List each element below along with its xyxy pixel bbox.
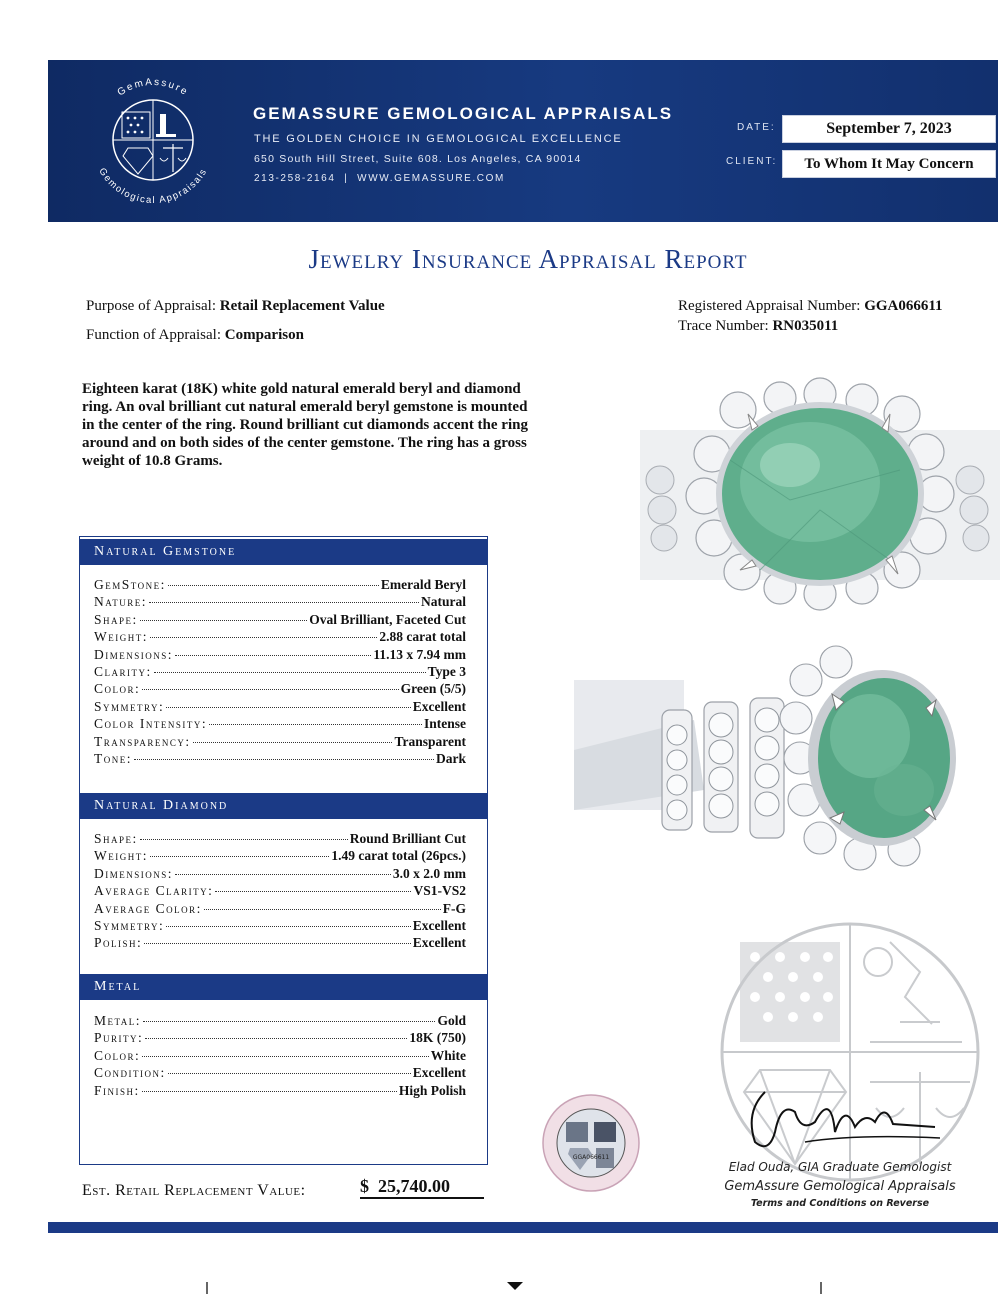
company-name: GEMASSURE GEMOLOGICAL APPRAISALS: [253, 104, 674, 123]
spec-value: Natural: [421, 594, 466, 610]
date-value: September 7, 2023: [782, 115, 996, 143]
spec-value: Green (5/5): [400, 681, 466, 697]
page-down-icon[interactable]: [505, 1280, 525, 1292]
spec-row: [94, 901, 466, 918]
dot-leader: [175, 655, 371, 656]
trace-number-value: RN035011: [772, 318, 839, 334]
registered-number-label: Registered Appraisal Number:: [678, 298, 861, 314]
spec-value: Excellent: [412, 1065, 466, 1081]
spec-label: Symmetry:: [94, 698, 165, 714]
metal-section-title: Metal: [80, 974, 487, 1000]
dot-leader: [175, 874, 391, 875]
dot-leader: [142, 1091, 397, 1092]
spec-value: Type 3: [427, 664, 466, 679]
spec-value: White: [430, 1047, 466, 1063]
spec-row: [94, 1048, 466, 1065]
spec-label: Shape:: [94, 611, 138, 627]
spec-label: Polish:: [94, 935, 143, 951]
value-amount: 25,740.00: [378, 1176, 450, 1196]
dot-leader: [142, 1056, 428, 1057]
spec-label: GemStone:: [94, 577, 166, 592]
ring-photo-top: [640, 370, 1000, 620]
footer-band: [48, 1222, 998, 1233]
spec-value: 2.88 carat total: [379, 629, 466, 645]
item-description: Eighteen karat (18K) white gold natural emerald beryl and diamond ring. An oval brilliant cut natural emerald beryl gemstone is mounted in the center of the ring. Round brilliant cut diamonds accent the ring around and on both sides of the center gemstone. The ring has a gross weight of 10.8 Grams.: [82, 381, 528, 469]
spec-label: Condition:: [94, 1065, 166, 1081]
dot-leader: [144, 943, 410, 944]
spec-label: Color Intensity:: [94, 716, 208, 732]
ring-photo-side: [574, 640, 974, 880]
spec-value: Gold: [437, 1013, 466, 1028]
spec-value: 18K (750): [409, 1030, 466, 1046]
dot-leader: [168, 1073, 411, 1074]
dot-leader: [204, 909, 441, 910]
tagline: THE GOLDEN CHOICE IN GEMOLOGICAL EXCELLENCE: [254, 133, 623, 145]
diamond-section-title: Natural Diamond: [80, 793, 487, 819]
gemstone-section-title: Natural Gemstone: [80, 539, 487, 565]
dot-leader: [140, 839, 348, 840]
spec-label: Weight:: [94, 848, 148, 864]
spec-label: Shape:: [94, 831, 138, 846]
spec-row: [94, 629, 466, 646]
signature-mark: [735, 1072, 945, 1162]
seal-bottom-text: Gemological Appraisals: [96, 166, 210, 207]
company-contact: 213-258-2164 | WWW.GEMASSURE.COM: [254, 173, 505, 184]
spec-value: Excellent: [412, 935, 466, 951]
spec-row: [94, 935, 466, 952]
spec-row: [94, 883, 466, 900]
spec-row: [94, 612, 466, 629]
function-line: [86, 327, 304, 344]
dot-leader: [209, 724, 422, 725]
spec-row: [94, 594, 466, 611]
purpose-label: Purpose of Appraisal:: [86, 298, 216, 314]
signer-company: GemAssure Gemological Appraisals: [724, 1179, 956, 1194]
spec-label: Clarity:: [94, 664, 152, 679]
spec-row: [94, 866, 466, 883]
spec-row: [94, 751, 466, 768]
function-label: Function of Appraisal:: [86, 327, 221, 343]
spec-row: [94, 664, 466, 681]
spec-row: [94, 716, 466, 733]
dot-leader: [166, 926, 410, 927]
value-label: Est. Retail Replacement Value:: [82, 1182, 306, 1199]
spec-row: [94, 1013, 466, 1030]
spec-label: Dimensions:: [94, 646, 174, 662]
spec-value: Round Brilliant Cut: [349, 831, 466, 846]
spec-value: Excellent: [412, 698, 466, 714]
spec-label: Metal:: [94, 1013, 142, 1028]
spec-label: Average Color:: [94, 900, 202, 916]
spec-label: Tone:: [94, 751, 132, 766]
spec-row: [94, 577, 466, 594]
function-value: Comparison: [224, 327, 304, 343]
spec-row: [94, 647, 466, 664]
spec-row: [94, 681, 466, 698]
spec-row: [94, 1030, 466, 1047]
spec-row: [94, 699, 466, 716]
spec-value: High Polish: [398, 1082, 466, 1098]
purpose-value: Retail Replacement Value: [219, 298, 385, 314]
dot-leader: [143, 1021, 435, 1022]
dot-leader: [193, 742, 393, 743]
dot-leader: [166, 707, 410, 708]
page-edge-mark-right: [820, 1282, 822, 1294]
date-label: DATE:: [737, 122, 776, 133]
specifications-panel: [79, 536, 488, 1165]
spec-row: [94, 1083, 466, 1100]
spec-row: [94, 848, 466, 865]
dot-leader: [134, 759, 434, 760]
dot-leader: [149, 602, 419, 603]
registered-number-value: GGA066611: [864, 298, 943, 314]
spec-value: Emerald Beryl: [380, 577, 466, 592]
signer-name: Elad Ouda, GIA Graduate Gemologist: [728, 1160, 952, 1174]
spec-label: Color:: [94, 1047, 141, 1063]
report-title: Jewelry Insurance Appraisal Report: [308, 244, 748, 274]
stamp-id-text: GGA066611: [572, 1154, 610, 1161]
value-currency: $: [360, 1176, 369, 1196]
spec-value: Excellent: [412, 918, 466, 933]
spec-value: Dark: [436, 751, 466, 766]
purpose-line: [86, 298, 385, 315]
spec-label: Color:: [94, 681, 141, 697]
trace-number-label: Trace Number:: [678, 318, 769, 334]
company-address: 650 South Hill Street, Suite 608. Los Angeles, CA 90014: [254, 153, 582, 165]
value-amount-line: [360, 1176, 484, 1199]
hologram-stamp: [540, 1092, 642, 1194]
page-edge-mark-left: [206, 1282, 208, 1294]
spec-value: Oval Brilliant, Faceted Cut: [309, 611, 466, 627]
spec-value: 1.49 carat total (26pcs.): [331, 848, 466, 864]
trace-number-line: [678, 318, 838, 335]
spec-row: [94, 918, 466, 935]
dot-leader: [154, 672, 426, 673]
spec-label: Purity:: [94, 1030, 144, 1046]
dot-leader: [142, 689, 398, 690]
dot-leader: [150, 637, 377, 638]
dot-leader: [150, 856, 329, 857]
spec-row: [94, 831, 466, 848]
spec-row: [94, 734, 466, 751]
spec-label: Average Clarity:: [94, 883, 214, 899]
seal-top-text: GemAssure: [115, 76, 191, 99]
seal-icon: [78, 70, 228, 210]
dot-leader: [215, 891, 411, 892]
spec-label: Finish:: [94, 1082, 140, 1098]
spec-row: [94, 1065, 466, 1082]
spec-value: Transparent: [394, 733, 466, 749]
dot-leader: [168, 585, 379, 586]
spec-value: VS1-VS2: [413, 883, 466, 899]
spec-value: Intense: [423, 716, 466, 732]
spec-label: Symmetry:: [94, 918, 165, 933]
spec-label: Weight:: [94, 629, 148, 645]
spec-label: Nature:: [94, 594, 147, 610]
registered-number-line: [678, 298, 943, 315]
spec-value: 11.13 x 7.94 mm: [373, 646, 466, 662]
spec-value: 3.0 x 2.0 mm: [392, 865, 466, 881]
svg-text:GemAssure: [116, 77, 191, 99]
client-label: CLIENT:: [726, 156, 778, 167]
client-value: To Whom It May Concern: [782, 150, 996, 178]
spec-label: Dimensions:: [94, 865, 174, 881]
dot-leader: [140, 620, 308, 621]
spec-label: Transparency:: [94, 733, 191, 749]
terms-link[interactable]: Terms and Conditions on Reverse: [750, 1198, 930, 1209]
dot-leader: [145, 1038, 407, 1039]
spec-value: F-G: [442, 900, 466, 916]
